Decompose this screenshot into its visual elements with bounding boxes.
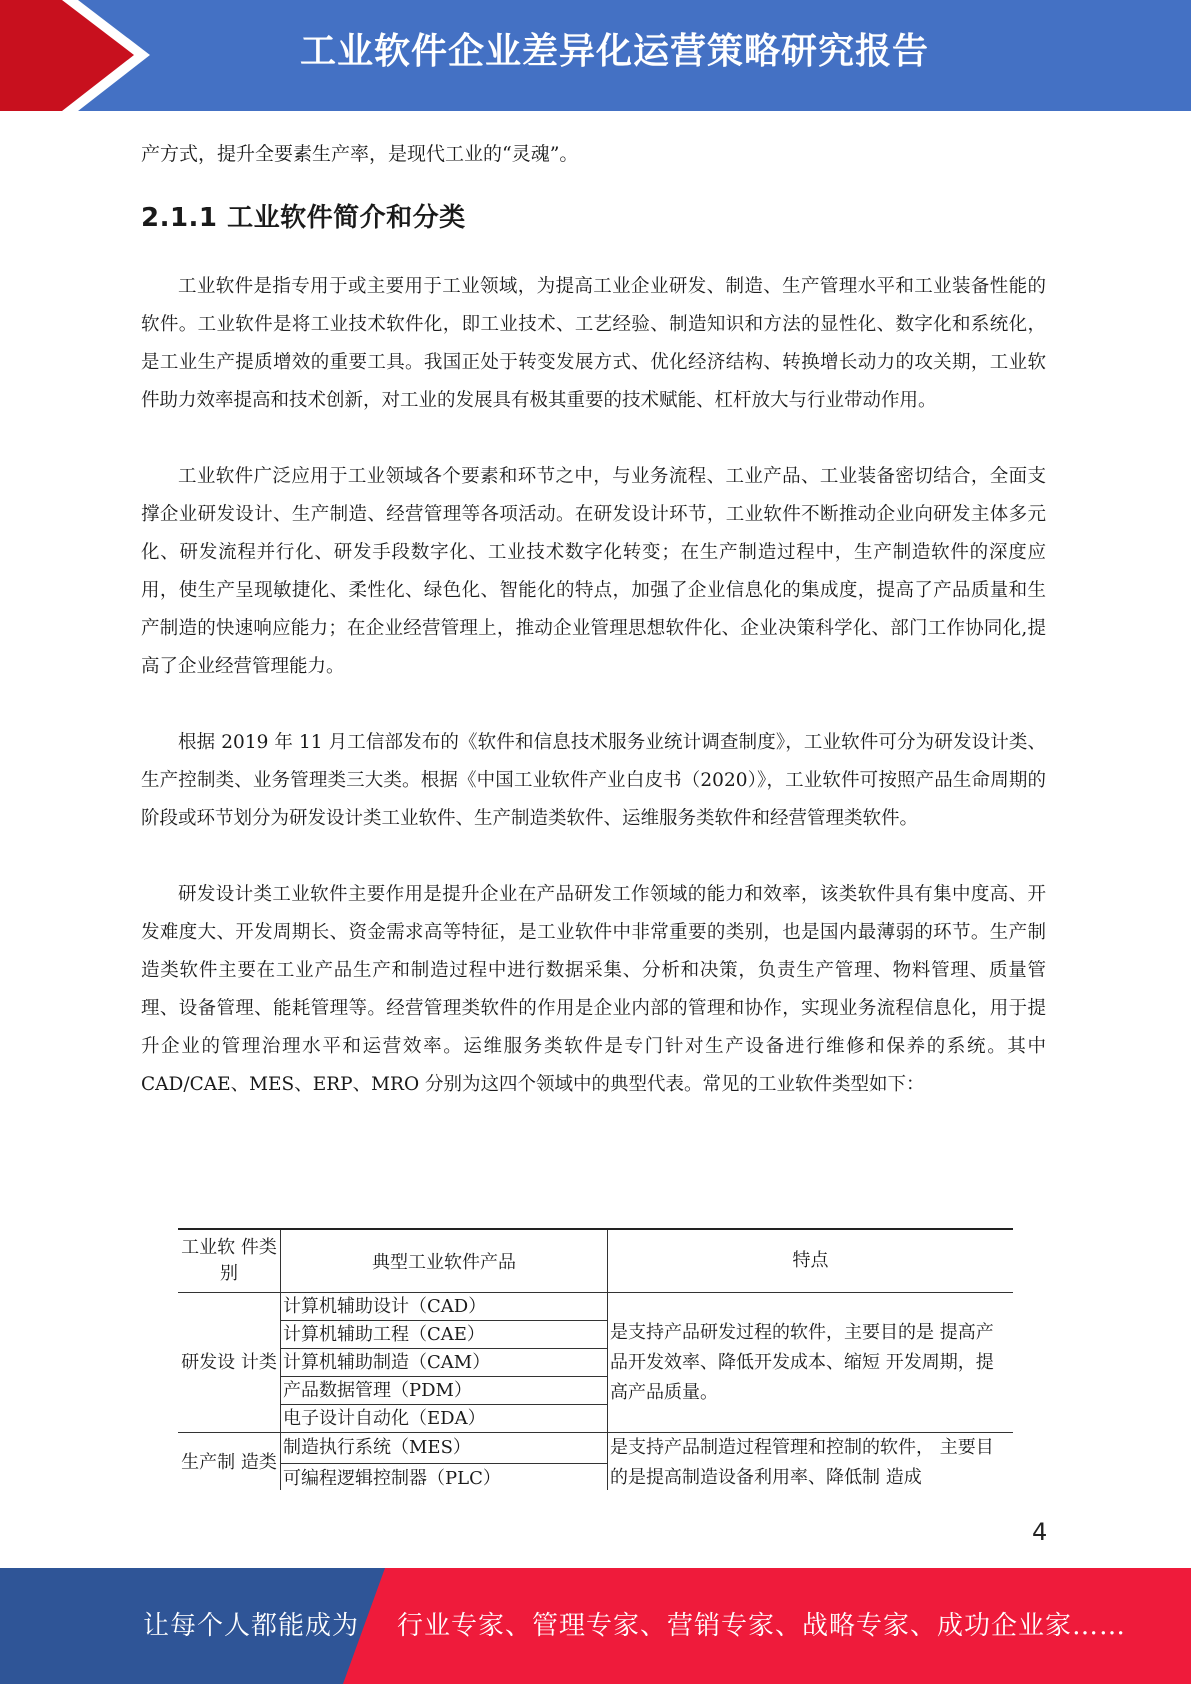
table-row	[178, 1293, 1013, 1321]
table-header-row	[178, 1229, 1013, 1293]
lead-text: 产方式，提升全要素生产率，是现代工业的“灵魂”。	[141, 143, 579, 165]
product-cell: 计算机辅助工程（CAE）	[281, 1321, 608, 1349]
product-cell: 制造执行系统（MES）	[281, 1433, 608, 1464]
page-number: 4	[1032, 1518, 1048, 1546]
footer-slogan-left: 让每个人都能成为	[143, 1611, 360, 1641]
report-title: 工业软件企业差异化运营策略研究报告	[300, 31, 930, 72]
paragraph-2: 工业软件广泛应用于工业领域各个要素和环节之中，与业务流程、工业产品、工业装备密切结合，全面支撑企业研发设计、生产制造、经营管理等各项活动。在研发设计环节，工业软件不断推动企业向研发主体多元化、研发流程并行化、研发手段数字化、工业技术数字化转变；在生产制造过程中，生产制造软件的深度应用，使生产呈现敏捷化、柔性化、绿色化、智能化的特点，加强了企业信息化的集成度，提高了产品质量和生产制造的快速响应能力；在企业经营管理上，推动企业管理思想软件化、企业决策科学化、部门工作协同化,提高了企业经营管理能力。	[141, 466, 1046, 677]
paragraph-4: 研发设计类工业软件主要作用是提升企业在产品研发工作领域的能力和效率，该类软件具有集中度高、开发难度大、开发周期长、资金需求高等特征，是工业软件中非常重要的类别，也是国内最薄弱的环节。生产制造类软件主要在工业产品生产和制造过程中进行数据采集、分析和决策，负责生产管理、物料管理、质量管理、设备管理、能耗管理等。经营管理类软件的作用是企业内部的管理和协作，实现业务流程信息化，用于提升企业的管理治理水平和运营效率。运维服务类软件是专门针对生产设备进行维修和保养的系统。其中 CAD/CAE、MES、ERP、MRO 分别为这四个领域中的典型代表。常见的工业软件类型如下：	[141, 884, 1046, 1095]
footer-slogan-right: 行业专家、管理专家、营销专家、战略专家、成功企业家……	[397, 1611, 1127, 1641]
category-cell: 生产制 造类	[178, 1433, 281, 1491]
paragraph-3: 根据 2019 年 11 月工信部发布的《软件和信息技术服务业统计调查制度》，工业软件可分为研发设计类、生产控制类、业务管理类三大类。根据《中国工业软件产业白皮书（2020）》，工业软件可按照产品生命周期的阶段或环节划分为研发设计类工业软件、生产制造类软件、运维服务类软件和经营管理类软件。	[141, 732, 1046, 829]
header-category: 工业软 件类别	[178, 1229, 281, 1293]
feature-cell: 是支持产品制造过程管理和控制的软件， 主要目的是提高制造设备利用率、降低制 造成	[608, 1433, 1014, 1491]
paragraph-1: 工业软件是指专用于或主要用于工业领域，为提高工业企业研发、制造、生产管理水平和工业装备性能的软件。工业软件是将工业技术软件化，即工业技术、工艺经验、制造知识和方法的显性化、数字化和系统化，是工业生产提质增效的重要工具。我国正处于转变发展方式、优化经济结构、转换增长动力的攻关期，工业软件助力效率提高和技术创新，对工业的发展具有极其重要的技术赋能、杠杆放大与行业带动作用。	[141, 276, 1046, 411]
feature-cell: 是支持产品研发过程的软件，主要目的是 提高产品开发效率、降低开发成本、缩短 开发周期，提高产品质量。	[608, 1293, 1014, 1433]
section-heading: 2.1.1 工业软件简介和分类	[141, 203, 466, 233]
software-types-table	[178, 1228, 1013, 1490]
table-row	[178, 1433, 1013, 1464]
page-content	[141, 135, 1046, 1142]
page-footer	[0, 1568, 1191, 1684]
header-products: 典型工业软件产品	[281, 1229, 608, 1293]
category-cell: 研发设 计类	[178, 1293, 281, 1433]
header-features: 特点	[608, 1229, 1014, 1293]
product-cell: 产品数据管理（PDM）	[281, 1377, 608, 1405]
product-cell: 计算机辅助设计（CAD）	[281, 1293, 608, 1321]
product-cell: 可编程逻辑控制器（PLC）	[281, 1463, 608, 1490]
page-header	[0, 0, 1191, 111]
product-cell: 计算机辅助制造（CAM）	[281, 1349, 608, 1377]
product-cell: 电子设计自动化（EDA）	[281, 1405, 608, 1433]
